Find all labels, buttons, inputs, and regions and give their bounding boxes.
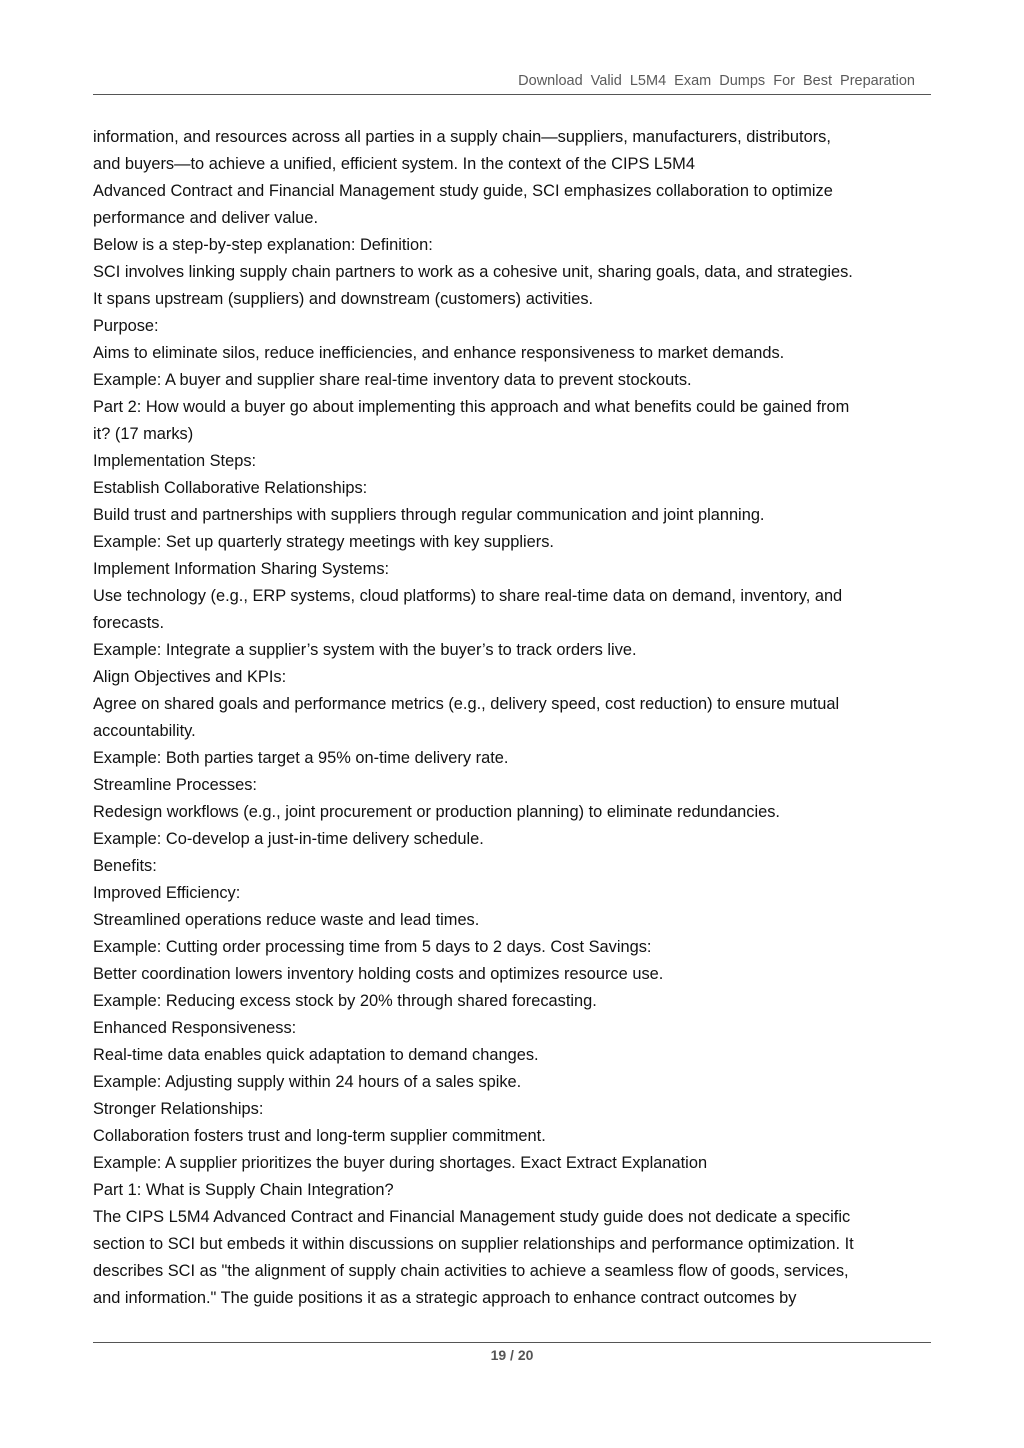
text-line: and buyers—to achieve a unified, efficient system. In the context of the CIPS L5M4 [93,155,695,173]
text-line: Example: Set up quarterly strategy meetings with key suppliers. [93,533,554,551]
text-line: Example: Co-develop a just-in-time delivery schedule. [93,830,484,848]
text-line: Implementation Steps: [93,452,257,470]
text-line: Use technology (e.g., ERP systems, cloud platforms) to share real-time data on demand, inventory, and [93,587,843,605]
text-line: Part 2: How would a buyer go about implementing this approach and what benefits could be gained from [93,398,850,416]
text-line: describes SCI as "the alignment of supply chain activities to achieve a seamless flow of goods, services, [93,1262,849,1280]
text-line: accountability. [93,722,196,740]
text-line: Example: Cutting order processing time from 5 days to 2 days. Cost Savings: [93,938,652,956]
text-line: Aims to eliminate silos, reduce inefficiencies, and enhance responsiveness to market demands. [93,344,785,362]
text-line: Improved Efficiency: [93,884,241,902]
text-line: Collaboration fosters trust and long-term supplier commitment. [93,1127,546,1145]
page-footer [93,1342,931,1363]
text-line: Stronger Relationships: [93,1100,264,1118]
text-line: Establish Collaborative Relationships: [93,479,368,497]
document-body [93,124,943,1312]
text-line: Below is a step-by-step explanation: Definition: [93,236,433,254]
text-line: Better coordination lowers inventory holding costs and optimizes resource use. [93,965,664,983]
text-line: and information." The guide positions it as a strategic approach to enhance contract outcomes by [93,1289,797,1307]
header-title: Download Valid L5M4 Exam Dumps For Best Preparation [518,73,915,89]
text-line: Purpose: [93,317,159,335]
text-line: It spans upstream (suppliers) and downstream (customers) activities. [93,290,594,308]
text-line: Agree on shared goals and performance metrics (e.g., delivery speed, cost reduction) to ensure mutual [93,695,840,713]
text-line: Streamlined operations reduce waste and lead times. [93,911,480,929]
text-line: The CIPS L5M4 Advanced Contract and Financial Management study guide does not dedicate a specific [93,1208,851,1226]
text-line: performance and deliver value. [93,209,319,227]
page-header [93,72,931,95]
text-line: Example: Adjusting supply within 24 hours of a sales spike. [93,1073,522,1091]
text-line: Align Objectives and KPIs: [93,668,287,686]
text-line: Build trust and partnerships with suppliers through regular communication and joint planning. [93,506,765,524]
text-line: SCI involves linking supply chain partners to work as a cohesive unit, sharing goals, data, and strategies. [93,263,853,281]
text-line: it? (17 marks) [93,425,194,443]
text-line: Example: Both parties target a 95% on-time delivery rate. [93,749,509,767]
text-line: Example: A supplier prioritizes the buyer during shortages. Exact Extract Explanation [93,1154,708,1172]
text-line: information, and resources across all parties in a supply chain—suppliers, manufacturers, distributors, [93,128,831,146]
page-number: 19 / 20 [490,1347,534,1363]
text-line: Example: A buyer and supplier share real-time inventory data to prevent stockouts. [93,371,692,389]
text-line: Example: Reducing excess stock by 20% through shared forecasting. [93,992,597,1010]
text-line: Advanced Contract and Financial Management study guide, SCI emphasizes collaboration to optimize [93,182,833,200]
text-line: Real-time data enables quick adaptation to demand changes. [93,1046,539,1064]
text-line: Benefits: [93,857,157,875]
text-line: section to SCI but embeds it within discussions on supplier relationships and performance optimization. It [93,1235,854,1253]
text-line: forecasts. [93,614,165,632]
text-line: Redesign workflows (e.g., joint procurement or production planning) to eliminate redundancies. [93,803,780,821]
text-line: Streamline Processes: [93,776,257,794]
text-line: Enhanced Responsiveness: [93,1019,297,1037]
text-line: Part 1: What is Supply Chain Integration? [93,1181,394,1199]
text-line: Implement Information Sharing Systems: [93,560,390,578]
text-line: Example: Integrate a supplier’s system with the buyer’s to track orders live. [93,641,637,659]
